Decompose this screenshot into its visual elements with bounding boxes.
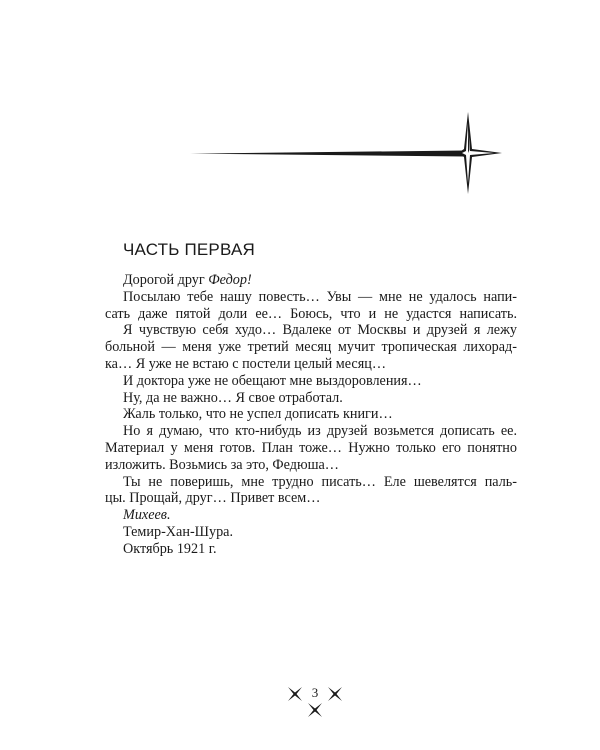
letter-line: Но я думаю, что кто-нибудь из друзей возьмется дописать ее. — [123, 423, 517, 440]
letter-line: цы. Прощай, друг… Привет всем… — [105, 490, 321, 507]
letter-line: Ты не поверишь, мне трудно писать… Еле шевелятся паль- — [123, 473, 517, 490]
letter-line: Жаль только, что не успел дописать книги… — [123, 406, 393, 423]
letter-signature: Михеев. — [123, 507, 171, 524]
chapter-title: ЧАСТЬ ПЕРВАЯ — [123, 240, 255, 259]
letter-line: ка… Я уже не встаю с постели целый месяц… — [105, 355, 387, 372]
page-number-group — [283, 686, 347, 720]
letter-line: Ну, да не важно… Я свое отработал. — [123, 389, 343, 406]
four-point-star-icon — [458, 112, 502, 194]
letter-line: изложить. Возьмись за это, Федюша… — [105, 456, 339, 473]
letter-date: Октябрь 1921 г. — [123, 540, 217, 557]
letter-line: И доктора уже не обещают мне выздоровления… — [123, 372, 422, 389]
page-number: 3 — [311, 685, 319, 700]
letter-line: больной — меня уже третий месяц мучит тропическая лихорад- — [105, 339, 517, 356]
letter-place: Темир-Хан-Шура. — [123, 523, 234, 540]
letter-body — [105, 272, 517, 558]
letter-line: сать даже пятой доли ее… Боюсь, что и не удастся написать. — [105, 305, 517, 322]
tapered-line — [190, 151, 465, 157]
star-right-icon — [328, 687, 342, 701]
letter-line: Я чувствую себя худо… Вдалеке от Москвы и друзей я лежу — [123, 322, 517, 339]
letter-line: Материал у меня готов. План тоже… Нужно только его понятно — [105, 439, 517, 456]
star-left-icon — [288, 687, 302, 701]
letter-line: Посылаю тебе нашу повесть… Увы — мне не удалось напи- — [123, 288, 517, 305]
star-line-ornament — [190, 112, 520, 196]
star-bottom-icon — [308, 703, 322, 717]
letter-greeting — [105, 272, 517, 289]
greeting-prefix: Дорогой друг — [123, 272, 209, 288]
greeting-name: Федор! — [208, 272, 252, 288]
